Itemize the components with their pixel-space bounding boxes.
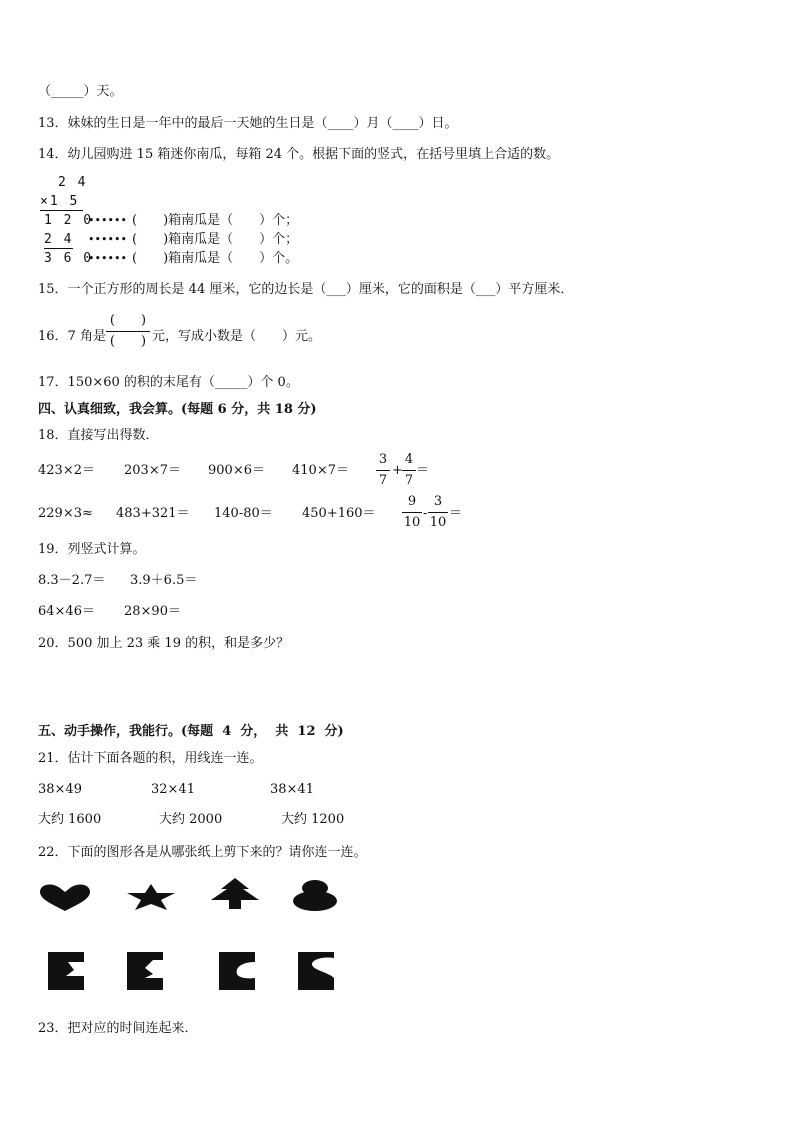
product-1: 38×49 xyxy=(38,782,82,797)
question-22: 22．下面的图形各是从哪张纸上剪下来的？请你连一连。 xyxy=(38,845,367,860)
numerator: 3 xyxy=(433,494,443,509)
equals-sign: ＝ xyxy=(449,506,463,521)
star-icon xyxy=(126,884,176,910)
vertical-row-5: 3 6 0 xyxy=(44,251,94,266)
denominator: 10 xyxy=(403,515,421,530)
question-23: 23．把对应的时间连起来． xyxy=(38,1021,198,1036)
question-16-suffix: 元，写成小数是（ ）元。 xyxy=(152,329,322,344)
fill-line-1: ( )箱南瓜是（ ）个； xyxy=(132,213,299,228)
product-2: 32×41 xyxy=(151,782,195,797)
estimate-2: 大约 2000 xyxy=(159,812,223,827)
q12-tail: （_____）天。 xyxy=(38,84,123,99)
frac-4-7 xyxy=(402,452,416,489)
vertical-row-2: ×1 5 xyxy=(40,194,83,211)
q16-fraction xyxy=(106,313,150,350)
vertical-row-4: 2 4 xyxy=(44,232,74,247)
calc-410x7: 410×7＝ xyxy=(292,463,349,478)
frac-9-10 xyxy=(402,494,422,531)
question-21: 21．估计下面各题的积，用线连一连。 xyxy=(38,751,263,766)
frac-3-7 xyxy=(376,452,390,489)
vertical-row-1: 2 4 xyxy=(58,175,88,190)
numerator: 9 xyxy=(407,494,417,509)
calc-8.3-2.7: 8.3－2.7＝ xyxy=(38,573,106,588)
heart-icon xyxy=(38,882,92,912)
question-14: 14．幼儿园购进 15 箱迷你南瓜，每箱 24 个。根据下面的竖式，在括号里填上合适的数。 xyxy=(38,147,560,162)
numerator: 3 xyxy=(378,452,388,467)
cutout-paper-2 xyxy=(127,952,163,990)
dots-2: •••••• xyxy=(88,233,127,246)
section-4-heading: 四、认真细致，我会算。(每题 6 分，共 18 分) xyxy=(38,402,317,417)
question-13: 13．妹妹的生日是一年中的最后一天她的生日是（____）月（____）日。 xyxy=(38,116,458,131)
question-18: 18．直接写出得数． xyxy=(38,428,159,443)
estimate-1: 大约 1600 xyxy=(38,812,102,827)
cutout-paper-3 xyxy=(219,952,255,990)
denominator: 10 xyxy=(429,515,447,530)
calc-28x90: 28×90＝ xyxy=(124,604,181,619)
snowman-icon xyxy=(291,880,339,912)
fill-line-2: ( )箱南瓜是（ ）个； xyxy=(132,232,299,247)
calc-3.9+6.5: 3.9＋6.5＝ xyxy=(130,573,198,588)
section-5-heading: 五、动手操作，我能行。(每题 4 分， 共 12 分) xyxy=(38,724,344,739)
dots-1: •••••• xyxy=(88,214,127,227)
calc-423x2: 423×2＝ xyxy=(38,463,95,478)
estimate-3: 大约 1200 xyxy=(281,812,345,827)
minus-sign: - xyxy=(423,506,428,521)
question-17: 17．150×60 的积的末尾有（_____）个 0。 xyxy=(38,375,299,390)
calc-483+321: 483+321＝ xyxy=(116,506,190,521)
vertical-row-3: 1 2 0 xyxy=(44,213,94,228)
calc-140-80: 140-80＝ xyxy=(214,506,273,521)
question-16-prefix: 16．7 角是 xyxy=(38,329,106,344)
cutout-paper-1 xyxy=(48,952,84,990)
question-15: 15．一个正方形的周长是 44 厘米，它的边长是（___）厘米，它的面积是（___）平方厘米． xyxy=(38,282,574,297)
product-3: 38×41 xyxy=(270,782,314,797)
q16-denominator: ( ) xyxy=(109,334,147,349)
equals-sign: ＝ xyxy=(416,463,430,478)
question-20: 20．500 加上 23 乘 19 的积，和是多少？ xyxy=(38,636,290,651)
denominator: 7 xyxy=(378,473,388,488)
frac-3-10 xyxy=(428,494,448,531)
denominator: 7 xyxy=(404,473,414,488)
calc-450+160: 450+160＝ xyxy=(302,506,376,521)
fill-line-3: ( )箱南瓜是（ ）个。 xyxy=(132,251,299,266)
question-19: 19．列竖式计算。 xyxy=(38,542,146,557)
cutout-paper-4 xyxy=(298,952,334,990)
tree-icon xyxy=(209,878,261,910)
dots-3: •••••• xyxy=(88,252,127,265)
calc-900x6: 900×6＝ xyxy=(208,463,265,478)
plus-sign: + xyxy=(392,463,403,478)
calc-64x46: 64×46＝ xyxy=(38,604,95,619)
calc-229x3: 229×3≈ xyxy=(38,506,93,521)
calc-203x7: 203×7＝ xyxy=(124,463,181,478)
numerator: 4 xyxy=(404,452,414,467)
q16-numerator: ( ) xyxy=(109,313,147,328)
